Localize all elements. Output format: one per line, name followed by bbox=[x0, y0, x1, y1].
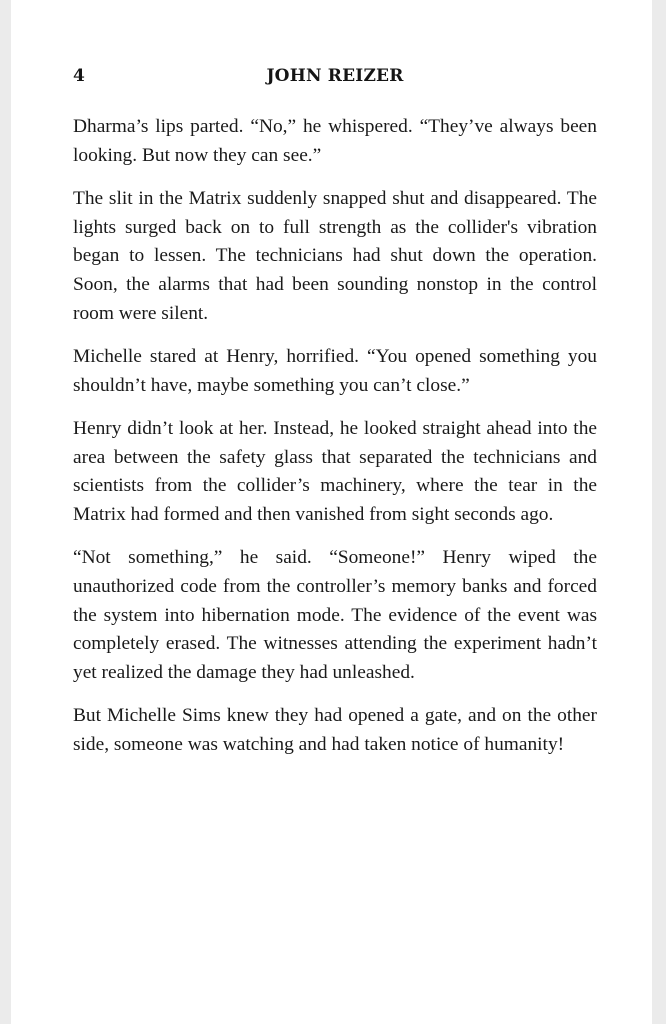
body-text bbox=[73, 113, 597, 774]
book-page bbox=[11, 0, 652, 1024]
paragraph: But Michelle Sims knew they had opened a gate, and on the other side, someone was watching and had taken notice of humanity! bbox=[73, 705, 597, 755]
paragraph: “Not something,” he said. “Someone!” Henry wiped the unauthorized code from the controller’s memory banks and forced the system into hibernation mode. The evidence of the event was completely erased. The witnesses attending the experiment hadn’t yet realized the damage they had unleashed. bbox=[73, 547, 597, 683]
page-number: 4 bbox=[73, 66, 85, 86]
paragraph: The slit in the Matrix suddenly snapped shut and disappeared. The lights surged back on to full strength as the collider's vibration began to lessen. The technicians had shut down the operation. Soon, the alarms that had been sounding nonstop in the control room were silent. bbox=[73, 187, 597, 324]
paragraph: Michelle stared at Henry, horrified. “You opened something you shouldn’t have, maybe something you can’t close.” bbox=[73, 345, 597, 396]
paragraph: Henry didn’t look at her. Instead, he looked straight ahead into the area between the safety glass that separated the technicians and scientists from the collider’s machinery, where the tear in the Matrix had formed and then vanished from sight seconds ago. bbox=[73, 417, 597, 525]
running-head-author: JOHN REIZER bbox=[266, 66, 404, 86]
page-header bbox=[73, 66, 597, 90]
paragraph: Dharma’s lips parted. “No,” he whispered. “They’ve always been looking. But now they can see.” bbox=[73, 116, 597, 166]
